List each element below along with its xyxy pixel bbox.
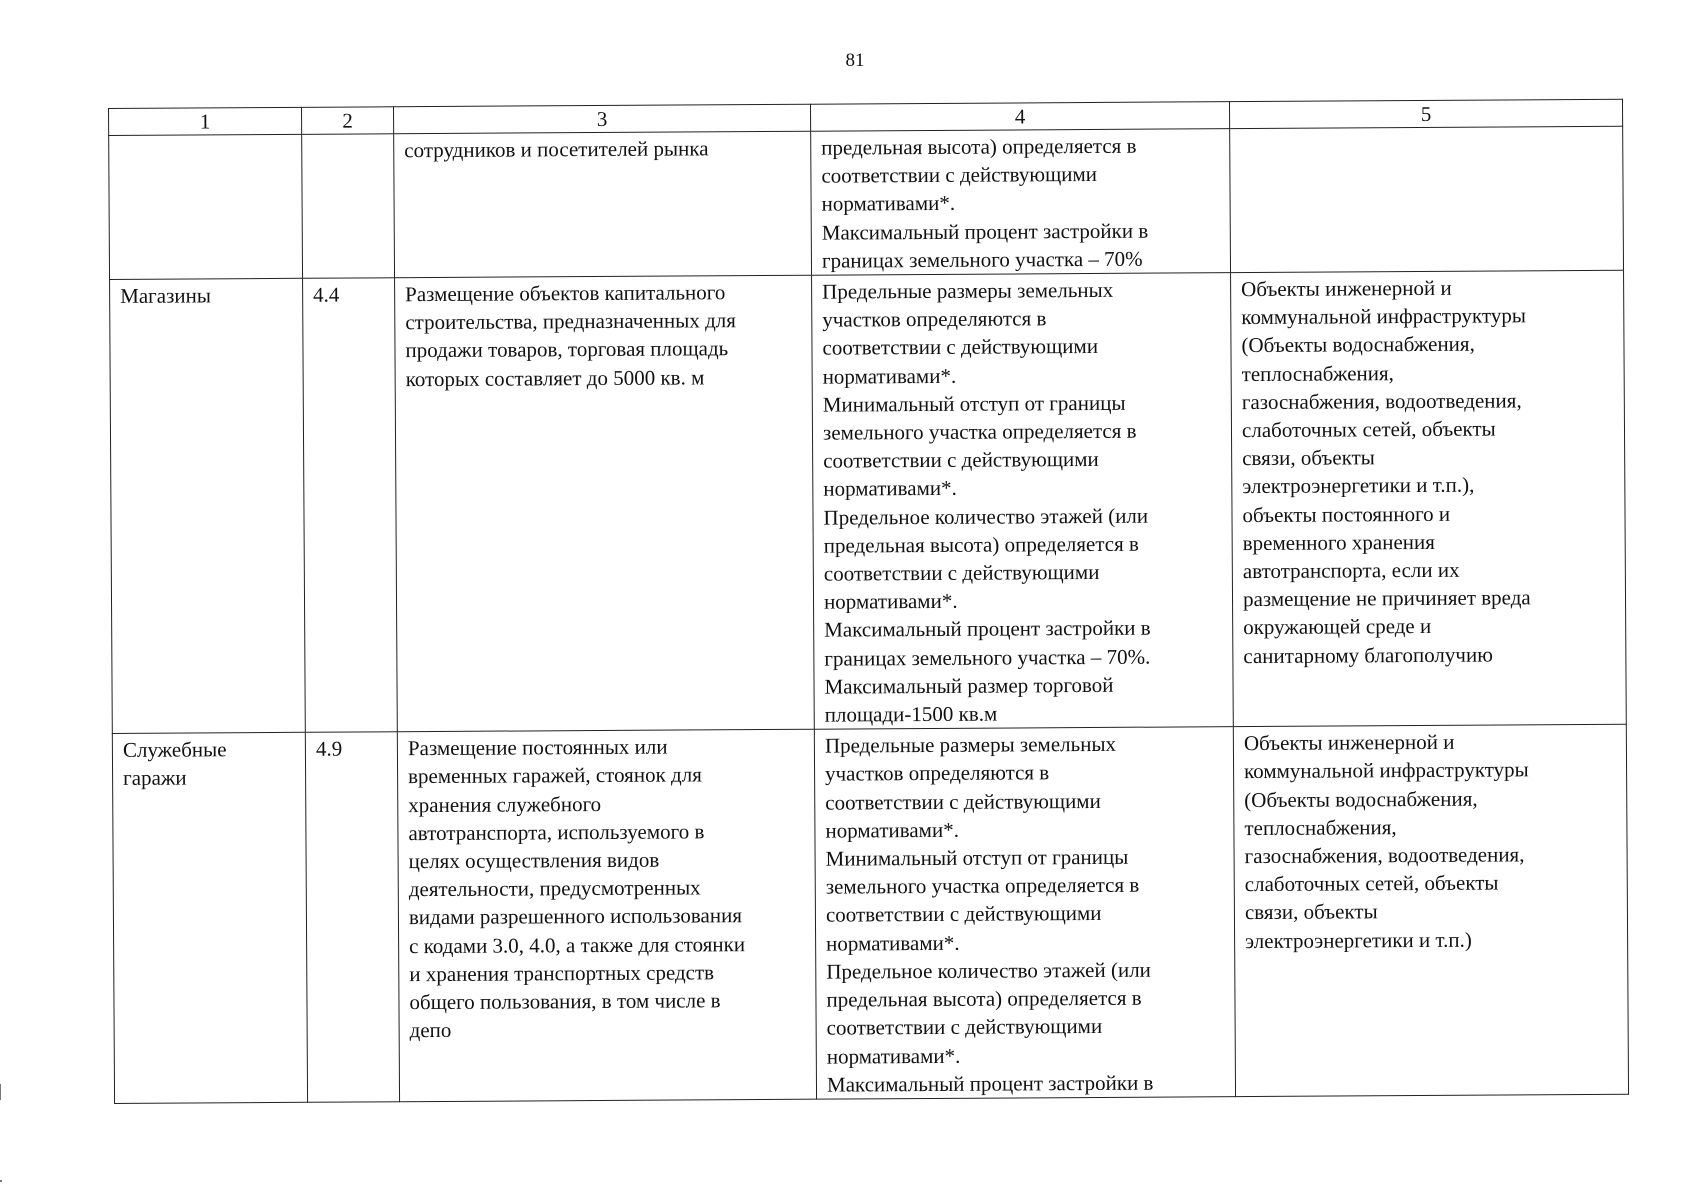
cell-text-line: объекты постоянного и bbox=[1242, 501, 1451, 527]
cell-text-line: электроэнергетики и т.п.), bbox=[1242, 473, 1475, 499]
cell-text-line: теплоснабжения, bbox=[1241, 360, 1394, 386]
cell-text-line: коммунальной инфраструктуры bbox=[1244, 757, 1529, 784]
cell-text-line: границах земельного участка – 70%. bbox=[824, 644, 1151, 671]
column-header-5: 5 bbox=[1229, 99, 1622, 128]
cell-text-line: Предельное количество этажей (или bbox=[823, 503, 1149, 530]
cell-text-line: нормативами*. bbox=[821, 191, 956, 217]
cell-text-line: предельная высота) определяется в bbox=[823, 531, 1139, 558]
cell-text-line: связи, объекты bbox=[1244, 899, 1378, 925]
cell-text-line: Минимальный отступ от границы bbox=[825, 844, 1129, 871]
cell-text-line: границах земельного участка – 70% bbox=[821, 246, 1143, 273]
cell-text-line: 4.4 bbox=[313, 282, 340, 307]
cell-text-line: автотранспорта, используемого в bbox=[408, 819, 705, 846]
cell-text-line: соответствии с действующими bbox=[826, 1014, 1103, 1040]
cell-use-description bbox=[395, 275, 815, 732]
cell-text-line: хранения служебного bbox=[408, 791, 602, 817]
cell-text-line: (Объекты водоснабжения, bbox=[1241, 332, 1475, 358]
cell-auxiliary-uses bbox=[1230, 126, 1624, 272]
cell-text-line: слаботочных сетей, объекты bbox=[1241, 416, 1496, 443]
cell-text-line: Предельные размеры земельных bbox=[824, 732, 1117, 758]
cell-text-line: нормативами*. bbox=[823, 476, 957, 502]
cell-text-line: санитарному благополучию bbox=[1243, 642, 1493, 668]
cell-use-name bbox=[112, 733, 307, 1104]
cell-text-line: нормативами*. bbox=[826, 1043, 961, 1069]
cell-parameters bbox=[811, 129, 1231, 276]
cell-use-code bbox=[305, 732, 399, 1102]
cell-use-code bbox=[303, 278, 398, 733]
cell-text-line: депо bbox=[409, 1018, 452, 1043]
cell-text-line: Предельные размеры земельных bbox=[822, 277, 1114, 304]
cell-text-line: Предельное количество этажей (или bbox=[826, 957, 1151, 984]
cell-use-description bbox=[394, 131, 812, 278]
cell-text-line: Минимальный отступ от границы bbox=[822, 390, 1126, 417]
cell-auxiliary-uses bbox=[1233, 725, 1628, 1097]
cell-use-name bbox=[109, 134, 303, 279]
cell-text-line: Магазины bbox=[120, 283, 212, 308]
page-number: 81 bbox=[845, 50, 865, 71]
column-header-3: 3 bbox=[393, 104, 810, 134]
cell-text-line: нормативами*. bbox=[826, 930, 960, 956]
cell-text-line: (Объекты водоснабжения, bbox=[1244, 786, 1478, 812]
cell-text-line: Максимальный процент застройки в bbox=[824, 616, 1151, 643]
cell-text-line: Объекты инженерной и bbox=[1241, 275, 1452, 302]
cell-text-line: Размещение объектов капитального bbox=[405, 280, 726, 307]
cell-parameters bbox=[814, 727, 1235, 1099]
cell-text-line: соответствии с действующими bbox=[822, 334, 1099, 361]
table-row-continuation bbox=[109, 126, 1624, 279]
cell-text-line: земельного участка определяется в bbox=[825, 872, 1140, 899]
cell-text-line: гаражи bbox=[123, 766, 187, 791]
cell-text-line: газоснабжения, водоотведения, bbox=[1244, 842, 1525, 869]
cell-text-line: с кодами 3.0, 4.0, а также для стоянки bbox=[409, 931, 746, 958]
cell-text-line: слаботочных сетей, объекты bbox=[1244, 870, 1499, 897]
column-header-4: 4 bbox=[810, 102, 1229, 132]
cell-text-line: размещение не причиняет вреда bbox=[1242, 585, 1531, 612]
cell-text-line: нормативами*. bbox=[825, 817, 959, 843]
cell-text-line: теплоснабжения, bbox=[1244, 815, 1397, 840]
cell-text-line: соответствии с действующими bbox=[823, 559, 1100, 586]
table-row-shops bbox=[110, 270, 1627, 733]
cell-text-line: связи, объекты bbox=[1242, 445, 1375, 471]
cell-text-line: окружающей среде и bbox=[1243, 614, 1432, 640]
cell-text-line: Максимальный процент застройки в bbox=[826, 1070, 1154, 1097]
cell-text-line: Максимальный процент застройки в bbox=[821, 218, 1149, 245]
cell-text-line: земельного участка определяется в bbox=[822, 418, 1137, 445]
cell-text-line: предельная высота) определяется в bbox=[821, 133, 1137, 160]
cell-text-line: временных гаражей, стоянок для bbox=[408, 762, 702, 789]
cell-use-name bbox=[110, 278, 306, 733]
cell-auxiliary-uses bbox=[1231, 270, 1627, 727]
cell-text-line: Объекты инженерной и bbox=[1243, 730, 1455, 756]
column-header-1: 1 bbox=[109, 107, 302, 135]
cell-text-line: общего пользования, в том числе в bbox=[409, 988, 721, 1015]
cell-text-line: соответствии с действующими bbox=[825, 901, 1102, 928]
scan-margin-mark bbox=[0, 1084, 7, 1100]
cell-text-line: целях осуществления видов bbox=[408, 847, 660, 874]
cell-text-line: электроэнергетики и т.п.) bbox=[1245, 927, 1472, 953]
cell-text-line: автотранспорта, если их bbox=[1242, 557, 1460, 584]
cell-text-line: и хранения транспортных средств bbox=[409, 960, 715, 987]
zoning-table bbox=[108, 99, 1629, 1104]
cell-text-line: соответствии с действующими bbox=[825, 788, 1101, 815]
cell-text-line: продажи товаров, торговая площадь bbox=[405, 336, 729, 363]
cell-text-line: Служебные bbox=[122, 737, 227, 763]
cell-text-line: которых составляет до 5000 кв. м bbox=[405, 364, 705, 391]
cell-text-line: временного хранения bbox=[1242, 529, 1435, 555]
cell-text-line: строительства, предназначенных для bbox=[405, 308, 736, 335]
cell-text-line: участков определяются в bbox=[825, 760, 1050, 787]
cell-use-code bbox=[302, 134, 395, 279]
cell-text-line: площади-1500 кв.м bbox=[824, 701, 998, 727]
scan-margin-dot bbox=[0, 1180, 2, 1182]
cell-use-description bbox=[397, 729, 816, 1101]
cell-text-line: соответствии с действующими bbox=[821, 162, 1098, 188]
cell-text-line: нормативами*. bbox=[822, 363, 957, 389]
cell-text-line: участков определяются в bbox=[822, 306, 1047, 332]
table-row-service-garages bbox=[112, 725, 1628, 1104]
cell-text-line: 4.9 bbox=[315, 736, 343, 762]
cell-text-line: газоснабжения, водоотведения, bbox=[1241, 388, 1522, 414]
cell-text-line: видами разрешенного использования bbox=[408, 903, 743, 930]
cell-text-line: предельная высота) определяется в bbox=[826, 985, 1142, 1012]
cell-text-line: коммунальной инфраструктуры bbox=[1241, 303, 1527, 330]
cell-text-line: соответствии с действующими bbox=[823, 447, 1099, 473]
cell-text-line: деятельности, предусмотренных bbox=[408, 875, 701, 902]
cell-text-line: сотрудников и посетителей рынка bbox=[404, 136, 709, 163]
cell-text-line: Размещение постоянных или bbox=[407, 734, 668, 761]
cell-text-line: нормативами*. bbox=[823, 589, 958, 614]
cell-parameters bbox=[812, 273, 1234, 730]
column-header-2: 2 bbox=[301, 107, 393, 135]
cell-text-line: Максимальный размер торговой bbox=[824, 672, 1114, 699]
